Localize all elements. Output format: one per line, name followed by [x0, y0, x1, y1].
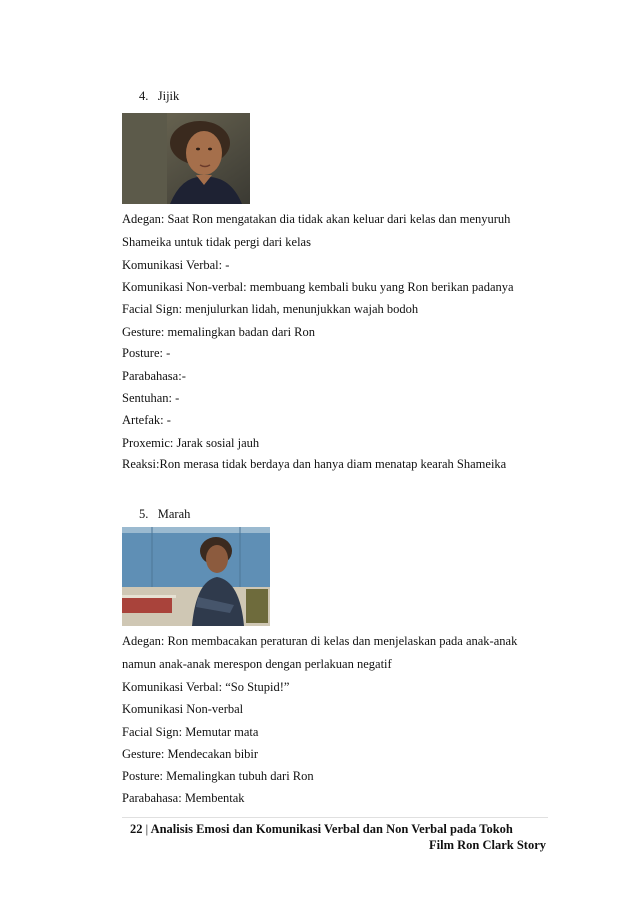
section-4-line-4: Komunikasi Non-verbal: membuang kembali buku yang Ron berikan padanya	[122, 280, 514, 294]
section-4-line-11: Proxemic: Jarak sosial jauh	[122, 436, 260, 450]
footer-line-1	[130, 822, 513, 837]
section-5-title: Marah	[157, 507, 191, 521]
section-4-line-6: Gesture: memalingkan badan dari Ron	[122, 325, 315, 339]
section-4-title: Jijik	[157, 89, 180, 103]
section-5-line-4: Komunikasi Non-verbal	[122, 702, 244, 716]
section-5-line-3: Komunikasi Verbal: “So Stupid!”	[122, 680, 290, 694]
footer-separator: |	[145, 822, 149, 836]
section-5-line-8: Parabahasa: Membentak	[122, 791, 245, 805]
section-5-line-2: namun anak-anak merespon dengan perlakuan negatif	[122, 657, 392, 671]
section-4-line-3: Komunikasi Verbal: -	[122, 258, 230, 272]
section-4-line-9: Sentuhan: -	[122, 391, 180, 405]
section-4-number: 4.	[139, 89, 149, 103]
section-4-line-1: Adegan: Saat Ron mengatakan dia tidak akan keluar dari kelas dan menyuruh	[122, 212, 511, 226]
girl-angry-classroom-photo	[122, 527, 270, 626]
section-4-line-10: Artefak: -	[122, 413, 171, 427]
section-5-heading	[139, 507, 190, 522]
section-5-line-1: Adegan: Ron membacakan peraturan di kelas dan menjelaskan pada anak-anak	[122, 634, 518, 648]
footer-title-line-2: Film Ron Clark Story	[428, 838, 546, 852]
section-4-line-7: Posture: -	[122, 346, 171, 360]
section-5-line-7: Posture: Memalingkan tubuh dari Ron	[122, 769, 314, 783]
section-4-heading	[139, 89, 179, 104]
section-4-line-2: Shameika untuk tidak pergi dari kelas	[122, 235, 311, 249]
section-5-line-5: Facial Sign: Memutar mata	[122, 725, 259, 739]
page-number: 22	[130, 822, 143, 836]
girl-disgusted-photo	[122, 113, 250, 204]
section-4-line-12: Reaksi:Ron merasa tidak berdaya dan hanya diam menatap kearah Shameika	[122, 457, 507, 471]
footer-title-line-1: Analisis Emosi dan Komunikasi Verbal dan Non Verbal pada Tokoh	[150, 822, 513, 836]
section-5-line-6: Gesture: Mendecakan bibir	[122, 747, 259, 761]
section-5-number: 5.	[139, 507, 149, 521]
section-4-line-5: Facial Sign: menjulurkan lidah, menunjukkan wajah bodoh	[122, 302, 419, 316]
footer-divider	[122, 817, 548, 818]
section-4-line-8: Parabahasa:-	[122, 369, 186, 383]
